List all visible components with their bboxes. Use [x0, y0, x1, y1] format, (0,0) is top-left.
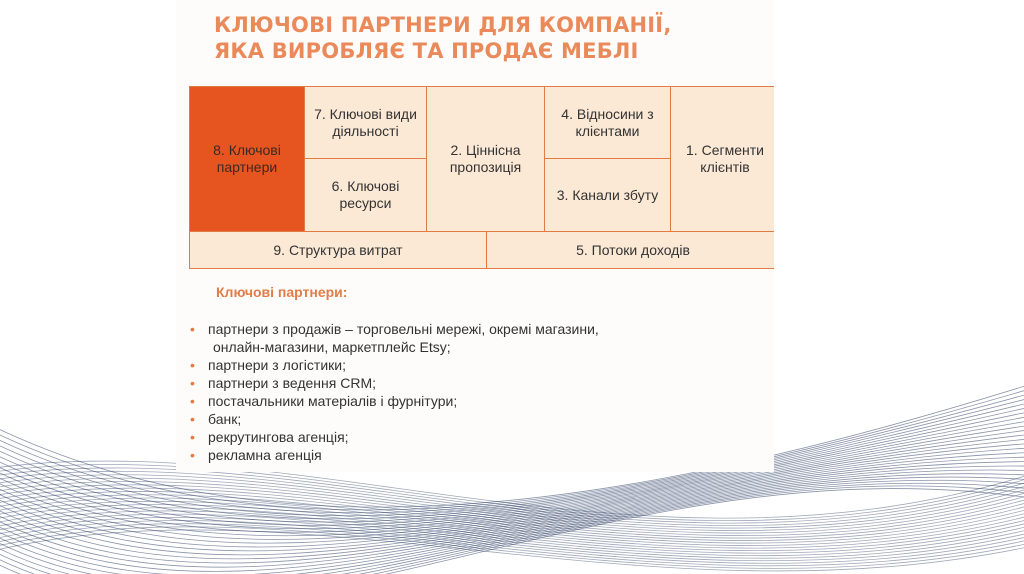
- list-item-text: партнери з логістики;: [208, 357, 346, 373]
- cell-value-proposition: 2. Ціннісна пропозиція: [426, 86, 545, 232]
- cell-key-resources: 6. Ключові ресурси: [304, 158, 427, 232]
- wave-line: [0, 468, 1024, 523]
- list-item: [190, 320, 599, 356]
- cell-revenue-streams: 5. Потоки доходів: [486, 231, 774, 269]
- document-image: [176, 0, 774, 472]
- cell-cost-structure: 9. Структура витрат: [189, 231, 487, 269]
- section-heading: Ключові партнери:: [216, 284, 348, 300]
- list-item: [190, 428, 599, 446]
- cell-key-activities: 7. Ключові види діяльності: [304, 86, 427, 159]
- list-item: [190, 374, 599, 392]
- slide-title-line-1: КЛЮЧОВІ ПАРТНЕРИ ДЛЯ КОМПАНІЇ,: [214, 13, 672, 37]
- slide-title-line-2: ЯКА ВИРОБЛЯЄ ТА ПРОДАЄ МЕБЛІ: [214, 39, 639, 63]
- list-item-text: постачальники матеріалів і фурнітури;: [208, 393, 458, 409]
- list-item-text: рекрутингова агенція;: [208, 429, 349, 445]
- list-item-text: банк;: [208, 411, 242, 427]
- cell-key-partners: 8. Ключові партнери: [189, 86, 305, 232]
- list-item: [190, 392, 599, 410]
- cell-channels: 3. Канали збуту: [544, 158, 671, 232]
- list-item-text: партнери з продажів – торговельні мережі, окремі магазини,: [208, 321, 599, 337]
- list-item: [190, 356, 599, 374]
- cell-customer-segments: 1. Сегменти клієнтів: [670, 86, 774, 232]
- cell-customer-relationships: 4. Відносини з клієнтами: [544, 86, 671, 159]
- slide-title: [214, 12, 672, 64]
- list-item-text: рекламна агенція: [208, 447, 322, 463]
- wave-line: [0, 470, 1024, 574]
- list-item-text: партнери з ведення CRM;: [208, 375, 376, 391]
- list-item: [190, 410, 599, 428]
- business-model-canvas: [189, 86, 774, 269]
- list-item-continuation: онлайн-магазини, маркетплейс Etsy;: [213, 339, 451, 355]
- list-item: [190, 446, 599, 464]
- partners-list: [190, 320, 599, 464]
